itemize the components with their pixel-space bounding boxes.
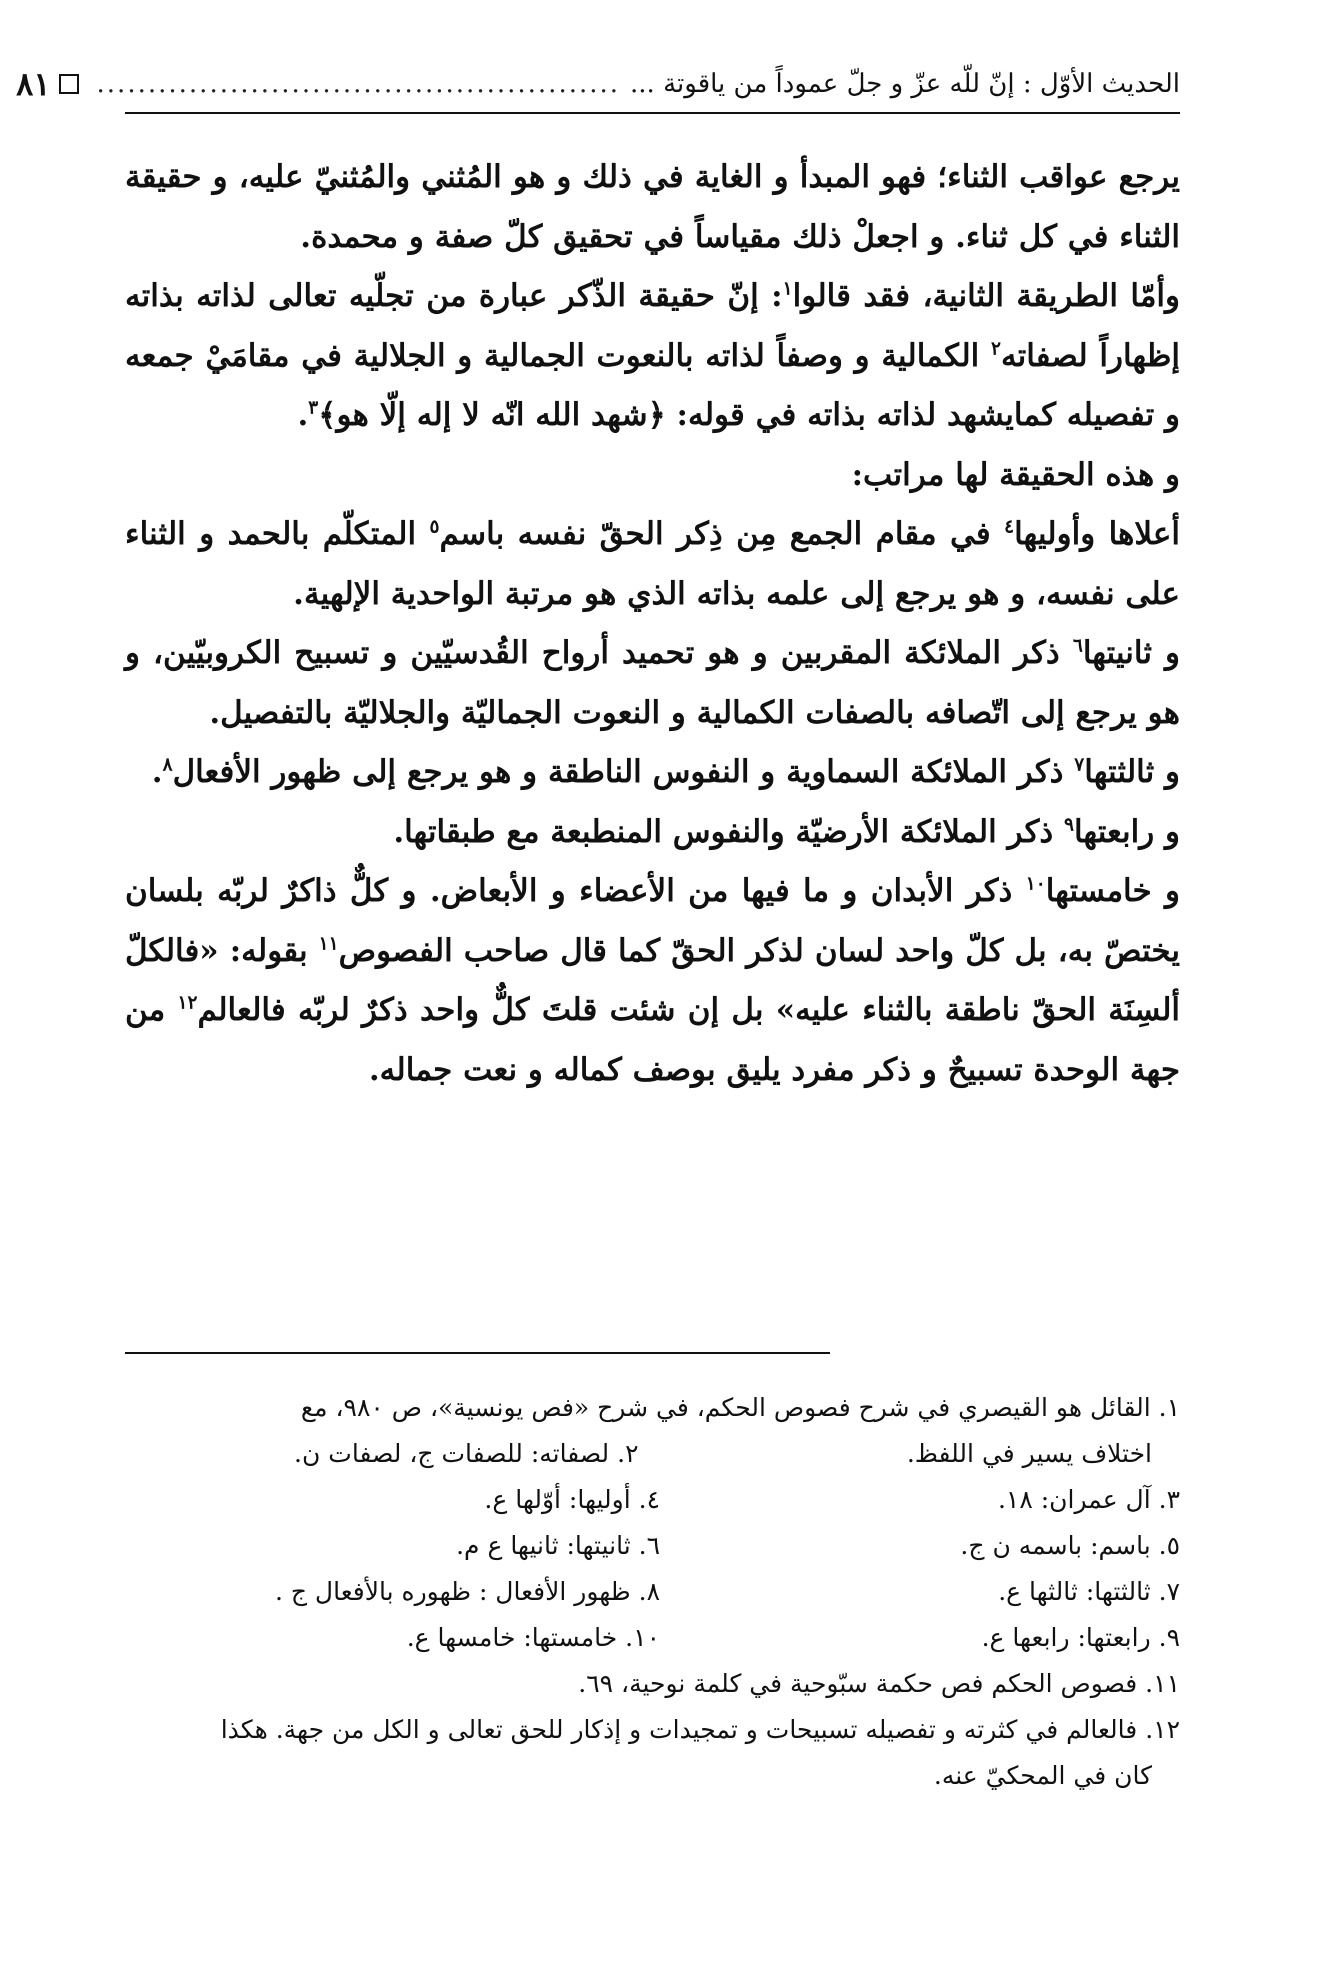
paragraph-2 bbox=[125, 267, 1180, 446]
footnote-ref-11: ١١ bbox=[318, 933, 339, 955]
paragraph-5-text: ذكر الملائكة المقربين و هو تحميد أرواح القُدسيّين و تسبيح الكروبيّين، و هو يرجع إلى اتّصافه بالصفات الكمالية و النعوت الجماليّة والجلاليّة بالتفصيل. bbox=[125, 635, 1180, 731]
footnote-3: ٣. آل عمران: ١٨. bbox=[997, 1485, 1180, 1514]
footnote-ref-8: ٨ bbox=[162, 754, 173, 776]
footnote-ref-10: ١٠ bbox=[1025, 873, 1046, 895]
footnote-row bbox=[125, 1477, 1180, 1523]
footnote-11: ١١. فصوص الحكم فص حكمة سبّوحية في كلمة نوحية، ٦٩. bbox=[578, 1669, 1180, 1698]
page-number: ٨١ bbox=[16, 65, 51, 103]
header-dot-leader: ................................................... bbox=[96, 69, 621, 99]
footnote-5: ٥. باسم: باسمه ن ج. bbox=[960, 1531, 1180, 1560]
footnote-7: ٧. ثالثتها: ثالثها ع. bbox=[998, 1577, 1180, 1606]
footnote-8: ٨. ظهور الأفعال : ظهوره بالأفعال ج . bbox=[274, 1577, 660, 1606]
footnote-1: ١. القائل هو القيصري في شرح فصوص الحكم، في شرح «فص يونسية»، ص ٩٨٠، مع bbox=[300, 1393, 1180, 1422]
paragraph-7-text: و رابعتها bbox=[1073, 813, 1180, 850]
header-title: الحديث الأوّل : إنّ للّه عزّ و جلّ عموداً من ياقوتة ... bbox=[630, 69, 1180, 99]
paragraph-4-text: في مقام الجمع مِن ذِكر الحقّ نفسه باسم bbox=[439, 516, 1005, 552]
footnote-ref-1: ١ bbox=[782, 278, 793, 300]
paragraph-1: يرجع عواقب الثناء؛ فهو المبدأ و الغاية في ذلك و هو المُثني والمُثنيّ عليه، و حقيقة الثناء في كل ثناء. و اجعلْ ذلك مقياساً في تحقيق كلّ صفة و محمدة. bbox=[125, 159, 1180, 255]
footnote-row bbox=[125, 1523, 1180, 1569]
footnote-6: ٦. ثانيتها: ثانيها ع م. bbox=[456, 1531, 660, 1560]
paragraph-7-text: ذكر الملائكة الأرضيّة والنفوس المنطبعة مع طبقاتها. bbox=[393, 813, 1064, 850]
paragraph-8-text: من جهة الوحدة تسبيحٌ و ذكر مفرد يليق بوصف كماله و نعت جماله. bbox=[125, 992, 1180, 1088]
footnote-ref-6: ٦ bbox=[1072, 635, 1083, 657]
footnote-ref-5: ٥ bbox=[429, 516, 440, 538]
paragraph-6 bbox=[125, 743, 1180, 803]
header-rule bbox=[125, 112, 1180, 114]
footnote-12-continued: كان في المحكيّ عنه. bbox=[933, 1761, 1152, 1790]
footnote-row bbox=[125, 1431, 1180, 1477]
paragraph-8-text: و خامستها bbox=[1045, 873, 1180, 909]
footnote-12: ١٢. فالعالم في كثرته و تفصيله تسبيحات و تمجيدات و إذكار للحق تعالى و الكل من جهة. هكذا bbox=[220, 1715, 1180, 1744]
book-page bbox=[16, 40, 1181, 1940]
paragraph-8 bbox=[125, 862, 1180, 1100]
paragraph-5 bbox=[125, 624, 1180, 743]
footnote-ref-7: ٧ bbox=[1074, 754, 1085, 776]
footnote-ref-4: ٤ bbox=[1004, 516, 1015, 538]
footnotes bbox=[125, 1385, 1180, 1799]
footnote-10: ١٠. خامستها: خامسها ع. bbox=[406, 1623, 660, 1652]
paragraph-2-text: الكمالية و وصفاً لذاته بالنعوت الجمالية و الجلالية في مقامَيْ جمعه و تفصيله كمايشهد لذاته بذاته في قوله: ﴿شهد الله انّه لا إله إلّا هو﴾ bbox=[125, 337, 1180, 433]
footnote-row bbox=[125, 1615, 1180, 1661]
paragraph-8-text: بقوله: «فالكلّ ألسِنَة الحقّ ناطقة بالثناء عليه» بل إن شئت قلتَ كلٌّ واحد ذكرٌ لربّه فالعالم bbox=[125, 932, 1180, 1028]
footnote-separator bbox=[125, 1352, 830, 1354]
paragraph-2-text: . bbox=[297, 397, 309, 433]
paragraph-5-text: و ثانيتها bbox=[1082, 635, 1180, 671]
paragraph-6-text: ذكر الملائكة السماوية و النفوس الناطقة و هو يرجع إلى ظهور الأفعال bbox=[172, 754, 1075, 790]
footnote-ref-3: ٣ bbox=[308, 397, 319, 419]
paragraph-7 bbox=[125, 803, 1180, 863]
paragraph-3: و هذه الحقيقة لها مراتب: bbox=[851, 456, 1180, 493]
footnote-4: ٤. أوليها: أوّلها ع. bbox=[484, 1485, 660, 1514]
paragraph-6-text: و ثالثتها bbox=[1084, 754, 1180, 790]
paragraph-8-text: ذكر الأبدان و ما فيها من الأعضاء و الأبعاض. و كلٌّ ذاكرٌ لربّه بلسان يختصّ به، بل كلّ واحد لسان لذكر الحقّ كما قال صاحب الفصوص bbox=[125, 873, 1180, 969]
paragraph-4 bbox=[125, 505, 1180, 624]
footnote-1-continued: اختلاف يسير في اللفظ. bbox=[906, 1439, 1152, 1468]
paragraph-2-text: : إنّ حقيقة الذّكر عبارة من تجلّيه تعالى لذاته بذاته إظهاراً لصفاته bbox=[125, 278, 1180, 374]
footnote-ref-2: ٢ bbox=[990, 338, 1001, 360]
footnote-9: ٩. رابعتها: رابعها ع. bbox=[981, 1623, 1180, 1652]
footnote-ref-12: ١٢ bbox=[177, 992, 198, 1014]
footnote-ref-9: ٩ bbox=[1063, 814, 1074, 836]
running-header bbox=[16, 60, 1180, 108]
square-ornament-icon bbox=[59, 74, 79, 94]
paragraph-2-text: وأمّا الطريقة الثانية، فقد قالوا bbox=[792, 278, 1181, 314]
paragraph-6-text: . bbox=[151, 754, 163, 790]
paragraph-4-text: المتكلّم بالحمد و الثناء على نفسه، و هو يرجع إلى علمه بذاته الذي هو مرتبة الواحدية الإلهية. bbox=[125, 516, 1180, 612]
footnote-row bbox=[125, 1569, 1180, 1615]
main-text bbox=[125, 148, 1180, 1100]
footnote-2: ٢. لصفاته: للصفات ج، لصفات ن. bbox=[294, 1439, 639, 1468]
paragraph-4-text: أعلاها وأوليها bbox=[1014, 516, 1181, 552]
